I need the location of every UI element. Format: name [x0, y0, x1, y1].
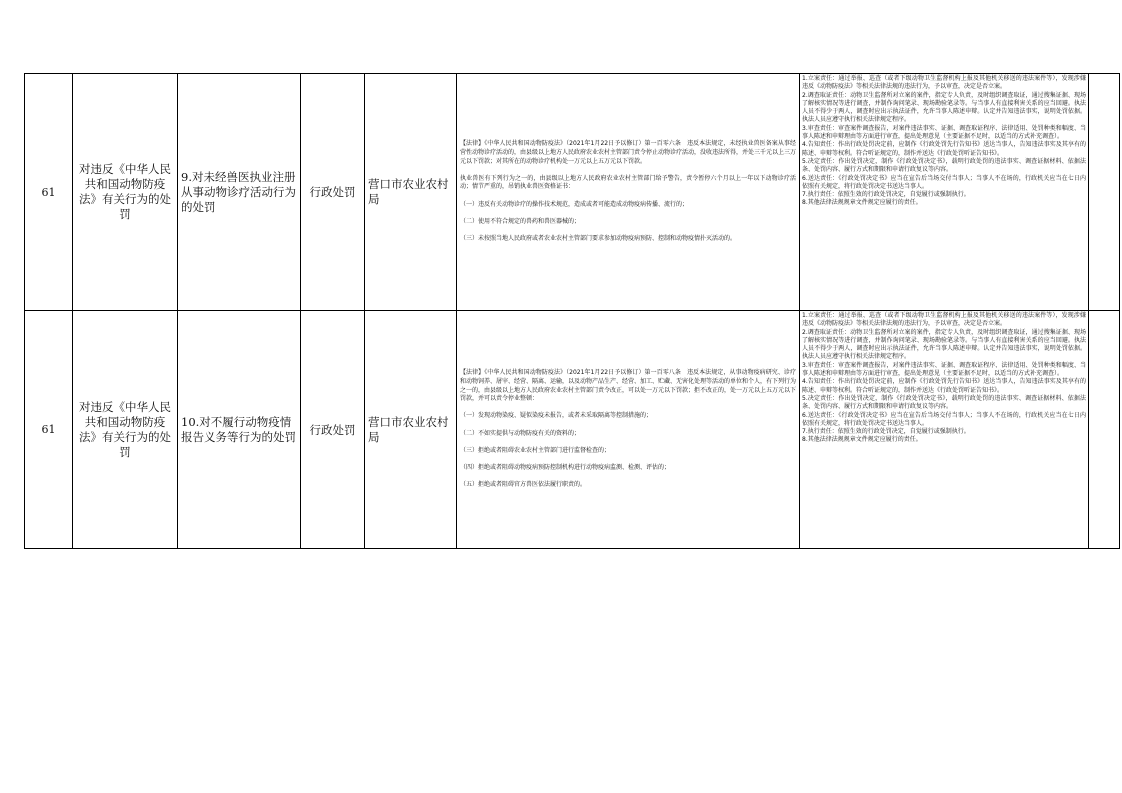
responsibility-item: 7.执行责任：依照生效的行政处罚决定，自觉履行或强制执行。 [802, 428, 970, 436]
legal-basis [457, 74, 800, 311]
basis-paragraph: （一）发现动物染疫、疑似染疫未报告，或者未采取隔离等控制措施的； [460, 412, 653, 420]
responsibility-item: 6.送达责任：《行政处罚决定书》应当在宣告后当场交付当事人；当事人不在场的，行政机关应当在七日内依照有关规定，将行政处罚决定书送达当事人。 [802, 411, 1086, 427]
table-row [25, 311, 1120, 549]
responsibility-item: 4.告知责任：作出行政处罚决定前，应制作《行政处罚先行告知书》送达当事人，告知违法事实及其享有的陈述、申辩等权利。符合听证规定的，制作并送达《行政处罚听证告知书》。 [802, 141, 1086, 157]
remarks-cell [1089, 74, 1120, 311]
item-name: 对违反《中华人民共和国动物防疫法》有关行为的处罚 [73, 74, 178, 311]
basis-paragraph: （三）拒绝或者阻碍农业农村主管部门进行监督检查的； [460, 446, 611, 454]
row-number: 61 [25, 311, 73, 549]
responsibility-item: 3.审查责任：审查案件调查报告，对案件违法事实、证据、调查取证程序、法律适用、处罚种类和幅度、当事人陈述和申辩理由等方面进行审查，提出处理意见（主要证据不足时，以适当的方式补充调查）。 [802, 124, 1086, 141]
row-number: 61 [25, 74, 73, 311]
responsibility-item: 4.告知责任：作出行政处罚决定前，应制作《行政处罚先行告知书》送达当事人，告知违法事实及其享有的陈述、申辩等权利。符合听证规定的，制作并送达《行政处罚听证告知书》。 [802, 378, 1086, 394]
legal-basis [457, 311, 800, 549]
basis-paragraph: （三）未按照当地人民政府或者农业农村主管部门要求参加动物疫病预防、控制和动物疫情扑灭活动的。 [460, 234, 737, 242]
responsibility-item: 5.决定责任：作出处罚决定，制作《行政处罚决定书》，载明行政处罚的违法事实、调查证据材料、依据法条、处罚内容、履行方式和期限和申请行政复议等内容。 [802, 157, 1086, 174]
responsibility-item: 8.其他法律法规规章文件规定应履行的责任。 [802, 436, 922, 444]
power-list-table [24, 73, 1120, 549]
department: 营口市农业农村局 [365, 74, 457, 311]
responsibility-item: 1.立案责任：通过举报、巡查（或者下级动物卫生监督机构上报及其他机关移送的违法案件等），发现涉嫌违反《动物防疫法》等相关法律法规的违法行为，予以审查，决定是否立案。 [802, 75, 1086, 91]
remarks-cell [1089, 311, 1120, 549]
basis-paragraph: 执业兽医有下列行为之一的，由县级以上地方人民政府农业农村主管部门给予警告，责令暂停六个月以上一年以下动物诊疗活动；情节严重的，吊销执业兽医资格证书： [460, 174, 796, 191]
department: 营口市农业农村局 [365, 311, 457, 549]
power-type: 行政处罚 [301, 311, 365, 549]
basis-paragraph: 【法律】《中华人民共和国动物防疫法》（2021年1月22日予以修订）第一百零六条 违反本法规定，未经执业兽医备案从事经营性动物诊疗活动的，由县级以上地方人民政府农业农村主管部门责令停止动物诊疗活动，没收违法所得，并处三千元以上三万元以下罚款；对其所在的动物诊疗机构处一万元以上五万元以下罚款。 [460, 140, 797, 165]
basis-paragraph: 【法律】《中华人民共和国动物防疫法》（2021年1月22日予以修订）第一百零八条 违反本法规定，从事动物疫病研究、诊疗和动物饲养、屠宰、经营、隔离、运输，以及动物产品生产、经营、加工、贮藏、无害化处理等活动的单位和个人，有下列行为之一的，由县级以上地方人民政府农业农村主管部门责令改正，可以处一万元以下罚款；拒不改正的，处一万元以上五万元以下罚款，并可以责令停业整顿： [460, 369, 797, 403]
responsibility-item: 7.执行责任：依照生效的行政处罚决定，自觉履行或强制执行。 [802, 191, 970, 199]
responsibility-item: 1.立案责任：通过举报、巡查（或者下级动物卫生监督机构上报及其他机关移送的违法案件等），发现涉嫌违反《动物防疫法》等相关法律法规的违法行为，予以审查，决定是否立案。 [802, 312, 1086, 328]
basis-paragraph: （四）拒绝或者阻碍动物疫病预防控制机构进行动物疫病监测、检测、评估的； [460, 463, 671, 471]
table-row [25, 74, 1120, 311]
responsibility-item: 6.送达责任：《行政处罚决定书》应当在宣告后当场交付当事人；当事人不在场的，行政机关应当在七日内依照有关规定，将行政处罚决定书送达当事人。 [802, 174, 1086, 190]
responsibility-item: 3.审查责任：审查案件调查报告，对案件违法事实、证据、调查取证程序、法律适用、处罚种类和幅度、当事人陈述和申辩理由等方面进行审查，提出处理意见（主要证据不足时，以适当的方式补充调查）。 [802, 361, 1086, 378]
responsibility-list [800, 311, 1089, 549]
sub-item-name: 9.对未经兽医执业注册从事动物诊疗活动行为的处罚 [178, 74, 301, 311]
power-type: 行政处罚 [301, 74, 365, 311]
responsibility-list [800, 74, 1089, 311]
basis-paragraph: （五）拒绝或者阻碍官方兽医依法履行职责的。 [460, 481, 587, 489]
basis-paragraph: （一）违反有关动物诊疗的操作技术规范，造成或者可能造成动物疫病传播、流行的； [460, 200, 689, 208]
responsibility-item: 5.决定责任：作出处罚决定，制作《行政处罚决定书》，载明行政处罚的违法事实、调查证据材料、依据法条、处罚内容、履行方式和期限和申请行政复议等内容。 [802, 394, 1086, 411]
responsibility-item: 2.调查取证责任：动物卫生监督所对立案的案件，指定专人负责，及时组织调查取证，通过搜集证据、现场了解核实情况等进行调查，并制作询问笔录、现场勘验笔录等。与当事人有直接利害关系的应当回避。执法人员不得少于两人，调查时应出示执法证件，允许当事人陈述申辩。认定并告知违法事实，说明处罚依据。执法人员应遵守执行相关法律规定程序。 [802, 91, 1086, 124]
responsibility-item: 2.调查取证责任：动物卫生监督所对立案的案件，指定专人负责，及时组织调查取证，通过搜集证据、现场了解核实情况等进行调查，并制作询问笔录、现场勘验笔录等。与当事人有直接利害关系的应当回避。执法人员不得少于两人，调查时应出示执法证件，允许当事人陈述申辩。认定并告知违法事实，说明处罚依据。执法人员应遵守执行相关法律规定程序。 [802, 328, 1086, 361]
item-name: 对违反《中华人民共和国动物防疫法》有关行为的处罚 [73, 311, 178, 549]
basis-paragraph: （二）使用不符合规定的兽药和兽医器械的； [460, 217, 581, 225]
responsibility-item: 8.其他法律法规规章文件规定应履行的责任。 [802, 199, 922, 207]
basis-paragraph: （二）不如实提供与动物防疫有关的资料的； [460, 429, 581, 437]
sub-item-name: 10.对不履行动物疫情报告义务等行为的处罚 [178, 311, 301, 549]
